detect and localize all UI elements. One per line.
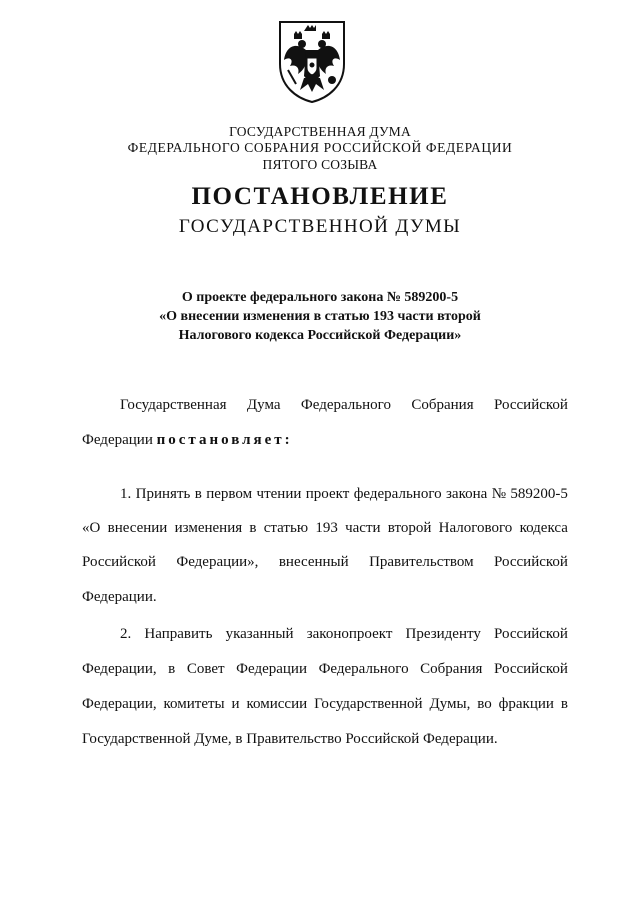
- item2-line-2: [82, 659, 568, 679]
- item2-word: 2.: [120, 626, 132, 642]
- word: и: [231, 696, 240, 712]
- header-line-2: ФЕДЕРАЛЬНОГО СОБРАНИЯ РОССИЙСКОЙ ФЕДЕРАЦИИ: [127, 140, 513, 155]
- preamble-word: Государственная: [120, 397, 227, 413]
- word: 589200-5: [510, 486, 568, 502]
- subject-line-3: Налогового кодекса Российской Федерации»: [178, 328, 462, 343]
- item2-word: указанный: [225, 626, 294, 642]
- word: «О: [82, 520, 101, 536]
- header-line-3: ПЯТОГО СОЗЫВА: [262, 157, 378, 172]
- word: части: [345, 520, 381, 536]
- word: Собрания: [420, 661, 483, 677]
- preamble-line-1: [120, 395, 568, 415]
- word: Федерального: [318, 661, 409, 677]
- word: Федерации,: [82, 661, 157, 677]
- word: проект: [305, 486, 350, 502]
- word: внесении: [107, 520, 168, 536]
- subject-line-2: «О внесении изменения в статью 193 части второй: [159, 309, 481, 324]
- item1-line-3: [82, 552, 568, 572]
- word: Думы,: [429, 696, 471, 712]
- word: Российской: [494, 661, 568, 677]
- word: №: [491, 486, 507, 502]
- word: федерального: [353, 486, 442, 502]
- preamble-federation: Федерации: [82, 432, 153, 448]
- document-subtitle: ГОСУДАРСТВЕННОЙ ДУМЫ: [178, 216, 462, 237]
- item2-word: Направить: [144, 626, 213, 642]
- item1-line-1: [120, 484, 568, 504]
- item1-line-4: Федерации.: [82, 589, 157, 605]
- word: второй: [387, 520, 432, 536]
- coat-of-arms-emblem: [276, 20, 348, 104]
- preamble-word: Российской: [494, 397, 568, 413]
- word: чтении: [256, 486, 302, 502]
- item2-line-3: [82, 694, 568, 714]
- item2-line-4: Государственной Думе, в Правительство Российской Федерации.: [82, 731, 498, 747]
- word: кодекса: [519, 520, 568, 536]
- word: 193: [315, 520, 338, 536]
- item1-word: Правительством: [369, 554, 474, 570]
- item1-line-2: [82, 518, 568, 538]
- word: в: [249, 520, 257, 536]
- word: Федерации: [236, 661, 307, 677]
- word: в: [194, 486, 202, 502]
- word: Совет: [186, 661, 225, 677]
- word: комиссии: [246, 696, 308, 712]
- word: статью: [263, 520, 309, 536]
- word: фракции: [498, 696, 554, 712]
- header-line-1: ГОСУДАРСТВЕННАЯ ДУМА: [229, 124, 411, 139]
- word: изменения: [174, 520, 243, 536]
- item1-word: Федерации»,: [176, 554, 259, 570]
- word: 1.: [120, 486, 132, 502]
- word: Федерации,: [82, 696, 157, 712]
- item2-word: Российской: [494, 626, 568, 642]
- word: комитеты: [163, 696, 225, 712]
- item1-word: Российской: [494, 554, 568, 570]
- word: Принять: [135, 486, 191, 502]
- document-title: ПОСТАНОВЛЕНИЕ: [191, 183, 449, 210]
- preamble-word: Собрания: [411, 397, 474, 413]
- item1-word: Российской: [82, 554, 156, 570]
- preamble-line-2: [82, 430, 568, 450]
- word: Государственной: [314, 696, 423, 712]
- item1-word: внесенный: [278, 554, 349, 570]
- word: в: [560, 696, 568, 712]
- preamble-verb: постановляет:: [156, 432, 293, 448]
- item2-line-1: [120, 624, 568, 644]
- item2-word: Президенту: [405, 626, 481, 642]
- word: закона: [446, 486, 488, 502]
- word: во: [477, 696, 492, 712]
- item2-word: законопроект: [306, 626, 393, 642]
- word: первом: [206, 486, 253, 502]
- word: Налогового: [438, 520, 513, 536]
- preamble-word: Дума: [246, 397, 281, 413]
- subject-line-1: О проекте федерального закона № 589200-5: [181, 290, 459, 305]
- preamble-word: Федерального: [300, 397, 391, 413]
- word: в: [168, 661, 176, 677]
